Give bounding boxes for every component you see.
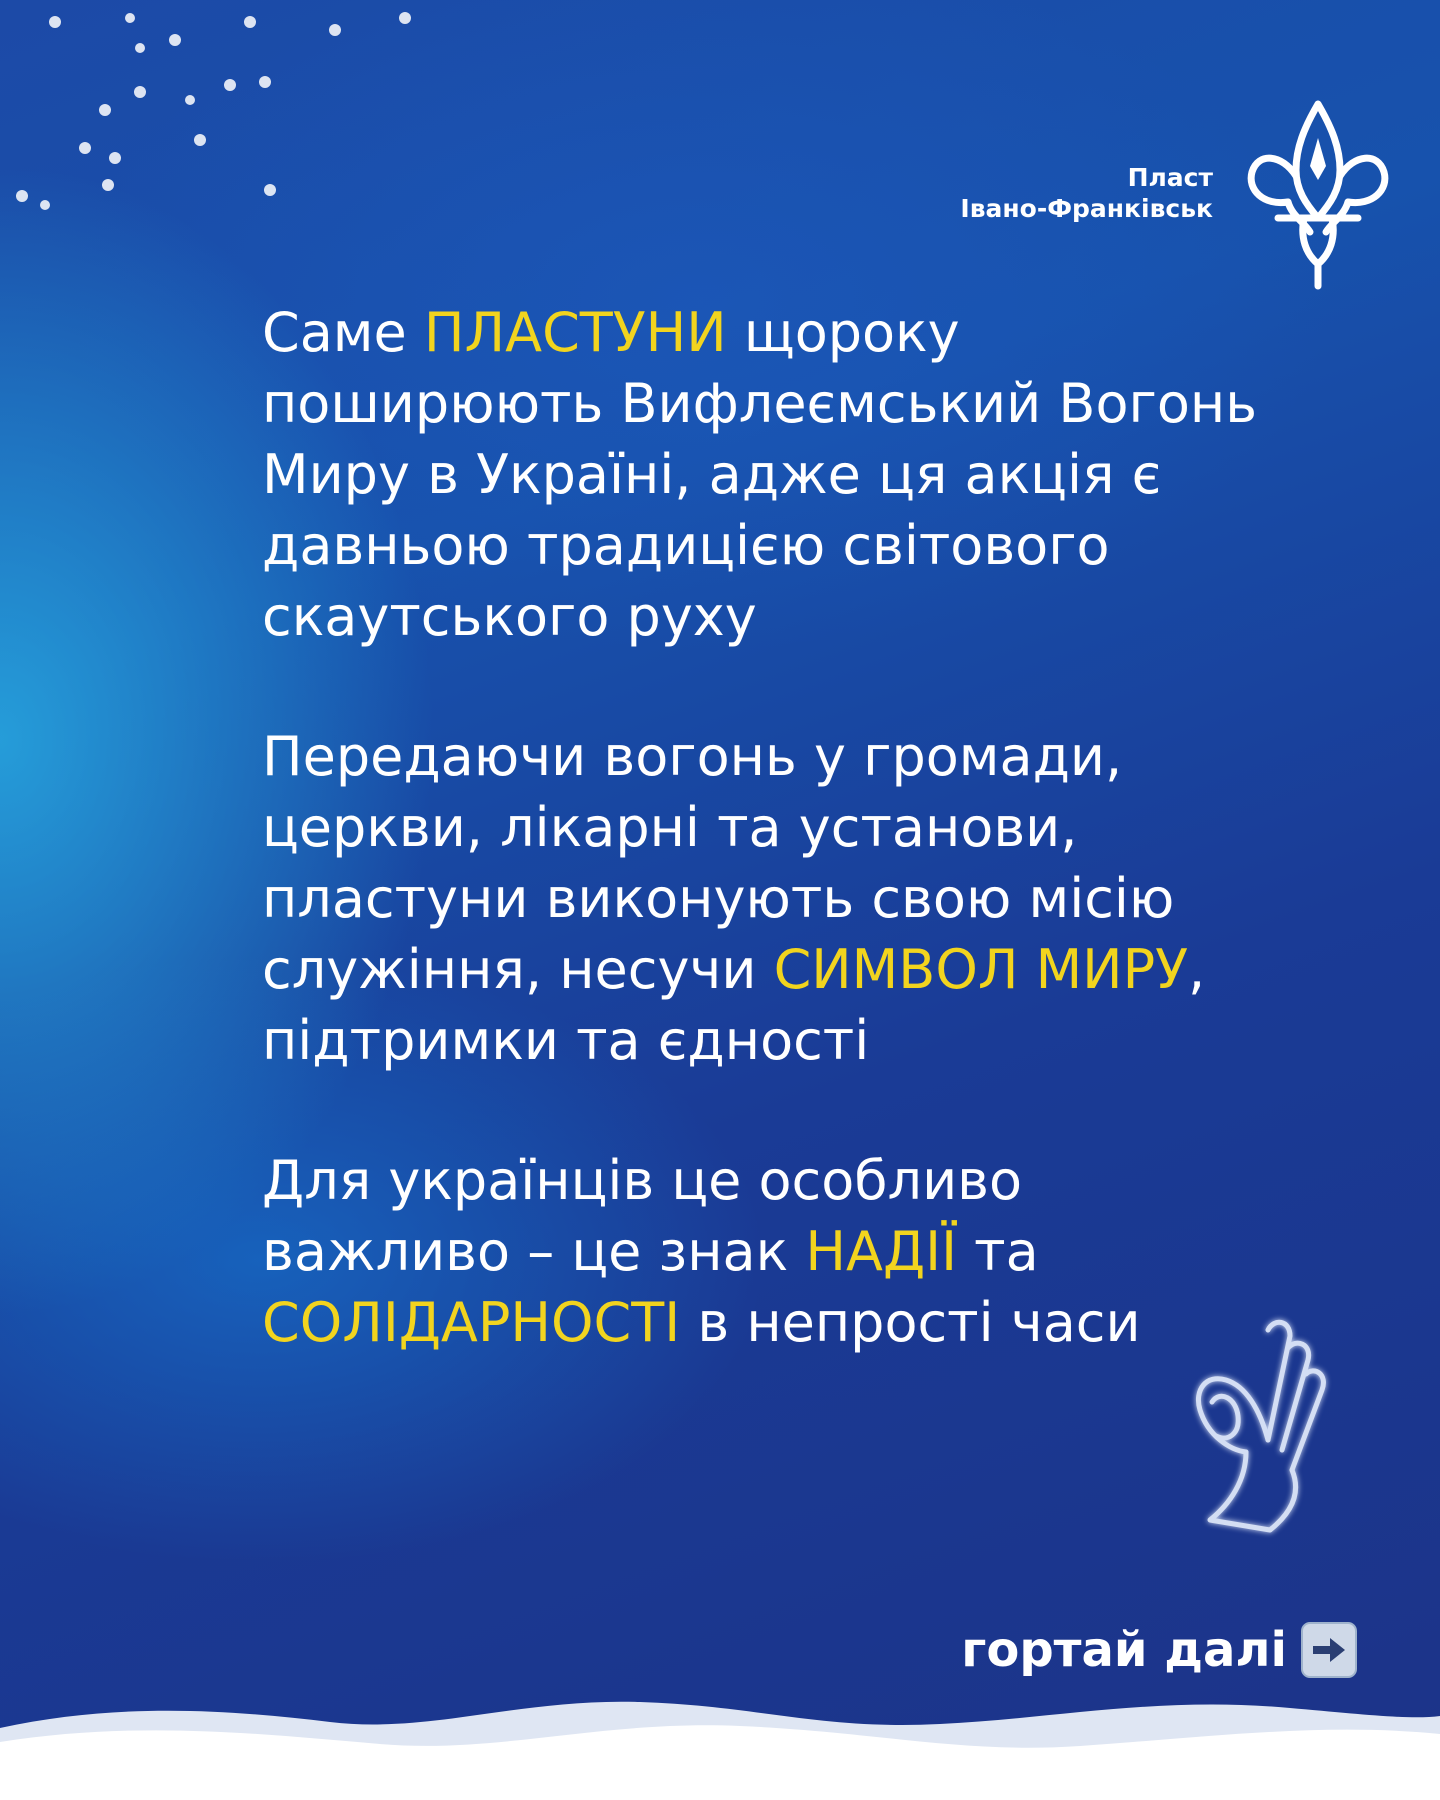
brand-city: Івано-Франківськ xyxy=(960,194,1213,223)
snow-hills xyxy=(0,1650,1440,1800)
main-text xyxy=(262,297,1262,1427)
decorative-stars xyxy=(0,0,440,240)
paragraph-1 xyxy=(262,297,1262,652)
highlighted-text: ПЛАСТУНИ xyxy=(423,301,727,364)
body-text: Передаючи вогонь у громади, церкви, лікарні та установи, пластуни виконують свою місію служіння, несучи xyxy=(262,725,1175,1001)
scout-salute-hand-icon xyxy=(1150,1290,1350,1540)
highlighted-text: НАДІЇ xyxy=(805,1220,957,1283)
body-text: , підтримки та єдності xyxy=(262,938,1206,1072)
brand-name: Пласт xyxy=(1127,163,1213,192)
paragraph-3 xyxy=(262,1145,1262,1358)
body-text: Для українців це особливо важливо – це знак xyxy=(262,1149,1023,1283)
highlighted-text: СИМВОЛ МИРУ xyxy=(773,938,1189,1001)
body-text: в непрості часи xyxy=(680,1291,1141,1354)
body-text: Саме xyxy=(262,301,424,364)
next-label: гортай далі xyxy=(961,1622,1287,1678)
plast-lily-trident-icon xyxy=(1244,98,1392,290)
body-text: щороку поширюють Вифлеємський Вогонь Миру в Україні, адже ця акція є давньою традицією світового скаутського руху xyxy=(262,301,1258,648)
brand-name-block xyxy=(960,162,1213,224)
highlighted-text: СОЛІДАРНОСТІ xyxy=(262,1291,681,1354)
paragraph-2 xyxy=(262,721,1262,1076)
body-text: та xyxy=(957,1220,1039,1283)
